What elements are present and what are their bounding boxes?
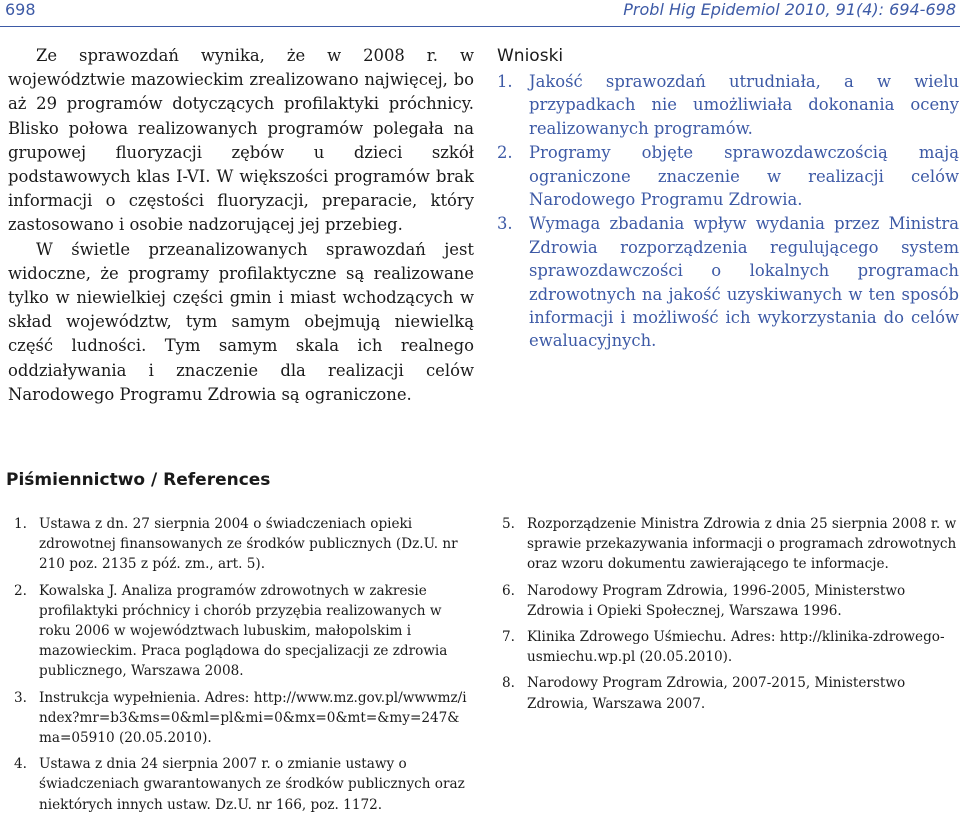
reference-item [502,673,958,713]
conclusion-number: 3. [497,214,513,234]
conclusion-number: 2. [497,143,513,163]
conclusions-list [497,70,959,353]
reference-text: Kowalska J. Analiza programów zdrowotnych w zakresie profilaktyki próchnicy i chorób przyzębia realizowanych w roku 2006 w województwach lubuskim, małopolskim i mazowieckim. Praca poglądowa do specjalizacji ze zdrowia publicznego, Warszawa 2008. [39,582,448,680]
conclusion-text: Programy objęte sprawozdawczością mają ograniczone znaczenie w realizacji celów Narodowego Programu Zdrowia. [529,143,959,210]
reference-text: Klinika Zdrowego Uśmiechu. Adres: http://klinika-zdrowego-usmiechu.wp.pl (20.05.2010). [527,629,945,666]
references-column-left [14,514,470,821]
references-heading: Piśmiennictwo / References [6,470,271,490]
reference-text: Narodowy Program Zdrowia, 1996-2005, Ministerstwo Zdrowia i Opieki Społecznej, Warszawa 1996. [527,582,906,619]
header-rule [0,26,960,27]
running-head: Probl Hig Epidemiol 2010, 91(4): 694-698 [623,0,956,19]
reference-text: Narodowy Program Zdrowia, 2007-2015, Ministerstwo Zdrowia, Warszawa 2007. [527,675,906,712]
reference-item [502,581,958,621]
reference-text: Ustawa z dn. 27 sierpnia 2004 o świadczeniach opieki zdrowotnej finansowanych ze środków publicznych (Dz.U. nr 210 poz. 2135 z póź. zm., art. 5). [39,516,458,573]
reference-number: 8. [502,675,515,692]
conclusions-heading: Wnioski [497,46,564,66]
reference-text: Instrukcja wypełnienia. Adres: http://www.mz.gov.pl/wwwmz/index?mr=b3&ms=0&ml=pl&mi=0&mx=0&mt=&my=247&ma=05910 (20.05.2010). [39,689,467,747]
reference-text: Rozporządzenie Ministra Zdrowia z dnia 25 sierpnia 2008 r. w sprawie przekazywania informacji o programach zdrowotnych oraz wzoru dokumentu zawierającego te informacje. [527,516,957,573]
conclusion-number: 1. [497,72,513,91]
reference-number: 5. [502,516,515,532]
reference-number: 3. [14,689,27,706]
references-column-right [502,514,958,720]
conclusion-item [497,212,959,352]
page-header [0,0,960,24]
reference-text: Ustawa z dnia 24 sierpnia 2007 r. o zmianie ustawy o świadczeniach gwarantowanych ze środków publicznych oraz niektórych innych ustaw. Dz.U. nr 166, poz. 1172. [39,756,465,813]
conclusion-item [497,70,959,140]
page-number: 698 [5,0,36,19]
reference-number: 2. [14,582,27,599]
reference-item [502,514,958,575]
references-list [14,514,470,815]
body-paragraph: Ze sprawozdań wynika, że w 2008 r. w województwie mazowieckim zrealizowano najwięcej, bo aż 29 programów dotyczących profilaktyki próchnicy. Blisko połowa realizowanych programów polegała na grupowej fluoryzacji zębów u dzieci szkół podstawowych klas I-VI. W większości programów brak informacji o częstości fluoryzacji, preparacie, który zastosowano i osobie nadzorującej jej przebieg. [8,46,474,235]
reference-number: 7. [502,629,515,646]
body-column [8,44,474,407]
reference-item [14,754,470,815]
reference-item [14,581,470,682]
conclusion-text: Jakość sprawozdań utrudniała, a w wielu przypadkach nie umożliwiała dokonania oceny realizowanych programów. [529,72,959,138]
reference-item [502,627,958,667]
reference-item [14,688,470,749]
conclusion-text: Wymaga zbadania wpływ wydania przez Ministra Zdrowia rozporządzenia regulującego system sprawozdawczości o lokalnych programach zdrowotnych na jakość uzyskiwanych w ten sposób informacji i możliwość ich wykorzystania do celów ewaluacyjnych. [529,214,959,351]
references-list [502,514,958,714]
reference-number: 4. [14,756,27,773]
conclusion-item [497,141,959,211]
reference-item [14,514,470,575]
reference-number: 1. [14,516,27,532]
conclusions-section [497,44,959,354]
body-paragraph: W świetle przeanalizowanych sprawozdań jest widoczne, że programy profilaktyczne są realizowane tylko w niewielkiej części gmin i miast wchodzących w skład województw, tym samym obejmują niewielką część ludności. Tym samym skala ich realnego oddziaływania i znaczenie dla realizacji celów Narodowego Programu Zdrowia są ograniczone. [8,239,474,404]
reference-number: 6. [502,582,515,599]
